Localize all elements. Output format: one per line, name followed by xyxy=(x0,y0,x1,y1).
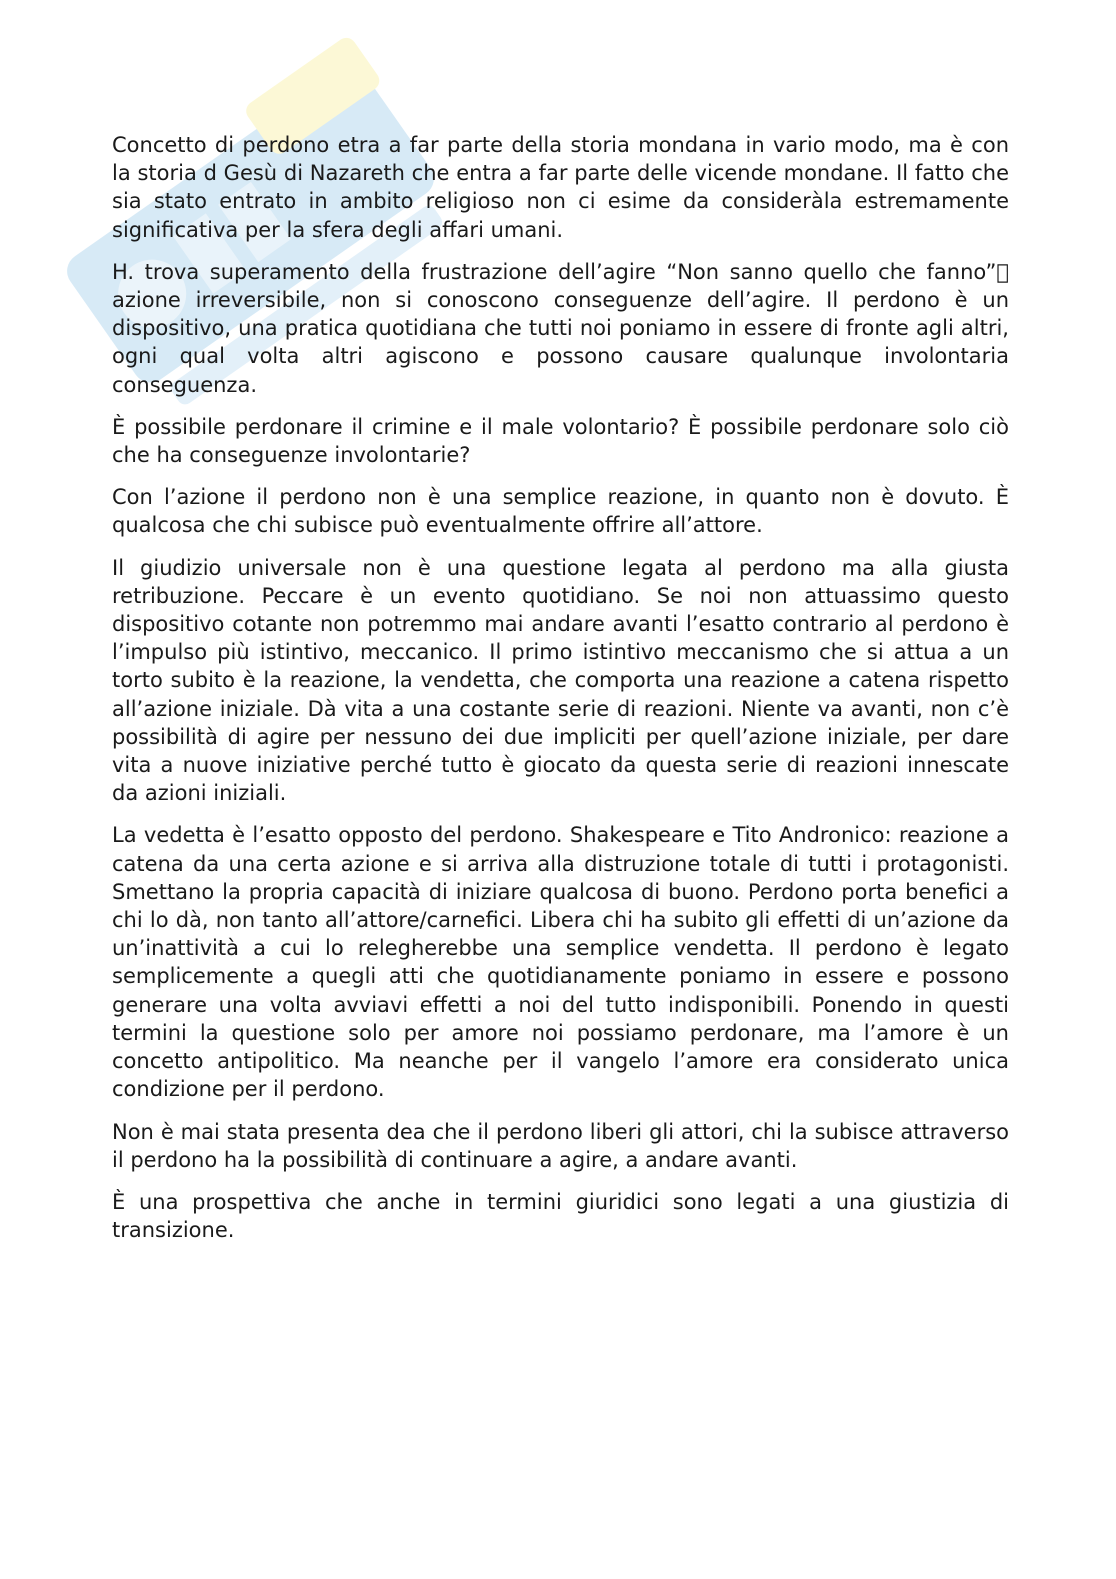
paragraph: È possibile perdonare il crimine e il male volontario? È possibile perdonare solo ciò che ha conseguenze involontarie? xyxy=(112,414,1009,468)
paragraph: Con l’azione il perdono non è una semplice reazione, in quanto non è dovuto. È qualcosa che chi subisce può eventualmente offrire all’attore. xyxy=(112,485,1009,538)
paragraph: Il giudizio universale non è una questione legata al perdono ma alla giusta retribuzione. Peccare è un evento quotidiano. Se noi non attuassimo questo dispositivo cotante non potremmo mai andare avanti l’esatto contrario al perdono è l’impulso più istintivo, meccanico. Il primo istintivo meccanismo che si attua a un torto subito è la reazione, la vendetta, che comporta una reazione a catena rispetto all’azione iniziale. Dà vita a una costante serie di reazioni. Niente va avanti, non c’è possibilità di agire per nessuno dei due impliciti per quell’azione iniziale, per dare vita a nuove iniziative perché tutto è giocato da questa serie di reazioni innescate da azioni iniziali. xyxy=(112,555,1009,806)
paragraph: Non è mai stata presenta dea che il perdono liberi gli attori, chi la subisce attraverso il perdono ha la possibilità di continuare a agire, a andare avanti. xyxy=(112,1119,1009,1172)
paragraph: La vedetta è l’esatto opposto del perdono. Shakespeare e Tito Andronico: reazione a catena da una certa azione e si arriva alla distruzione totale di tutti i protagonisti. Smettano la propria capacità di iniziare qualcosa di buono. Perdono porta benefici a chi lo dà, non tanto all’attore/carnefici. Libera chi ha subito gli effetti di un’azione da un’inattività a cui lo relegherebbe una semplice vendetta. Il perdono è legato semplicemente a quegli atti che quotidianamente poniamo in essere e possono generare una volta avviavi effetti a noi del tutto indisponibili. Ponendo in questi termini la questione solo per amore noi possiamo perdonare, ma l’amore è un concetto antipolitico. Ma neanche per il vangelo l’amore era considerato unica condizione per il perdono. xyxy=(112,823,1009,1102)
paragraph: Concetto di perdono etra a far parte della storia mondana in vario modo, ma è con la storia d Gesù di Nazareth che entra a far parte delle vicende mondane. Il fatto che sia stato entrato in ambito religioso non ci esime da consideràla estremamente significativa per la sfera degli affari umani. xyxy=(112,133,1009,242)
paragraph: È una prospettiva che anche in termini giuridici sono legati a una giustizia di transizione. xyxy=(112,1189,1009,1243)
document-body xyxy=(112,131,1009,1258)
paragraph: H. trova superamento della frustrazione dell’agire “Non sanno quello che fanno”  azione irreversibile, non si conoscono conseguenze dell’agire. Il perdono è un dispositivo, una pratica quotidiana che tutti noi poniamo in essere di fronte agli altri, ogni qual volta altri agiscono e possono causare qualunque involontaria conseguenza. xyxy=(112,259,1009,397)
